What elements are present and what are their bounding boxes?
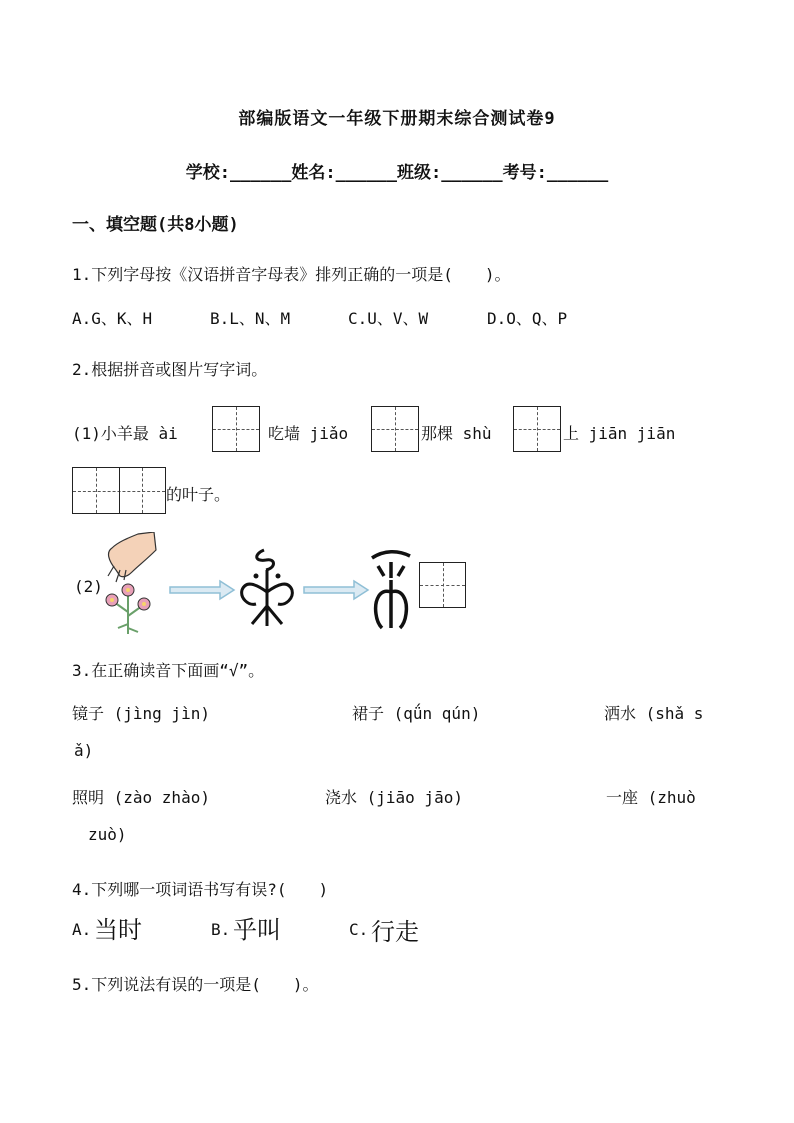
q2-part1-text-4: 上 jiān jiān (563, 424, 676, 443)
section-heading: 一、填空题(共8小题) (72, 215, 239, 235)
q1-option-d: D.O、Q、P (487, 309, 568, 328)
q2-part1-text-2: 吃墙 jiǎo (268, 424, 349, 443)
q4-option-a-word: 当时 (94, 916, 142, 944)
q4-option-b-label: B. (211, 920, 231, 939)
q3-item-3-cont: ǎ) (74, 741, 94, 760)
q3-item-6: 一座 (zhuò (606, 788, 696, 807)
q4-option-a-label: A. (72, 920, 92, 939)
q3-item-3: 洒水 (shǎ s (604, 704, 704, 723)
q1-option-b: B.L、N、M (210, 309, 291, 328)
writing-box-2[interactable] (371, 406, 419, 452)
writing-box-3[interactable] (513, 406, 561, 452)
q3-item-4: 照明 (zào zhào) (72, 788, 210, 807)
writing-box-double[interactable] (72, 467, 166, 514)
q3-item-2: 裙子 (qǘn qún) (352, 704, 481, 723)
writing-box-4[interactable] (419, 562, 466, 608)
q3-item-6-cont: zuò) (88, 825, 127, 844)
question-4: 4.下列哪一项词语书写有误?( ) (72, 880, 329, 899)
hand-picking-flower-image (98, 532, 158, 636)
question-3: 3.在正确读音下面画“√”。 (72, 661, 265, 680)
q2-part2-label: (2) (74, 577, 103, 596)
writing-box-1[interactable] (212, 406, 260, 452)
question-1: 1.下列字母按《汉语拼音字母表》排列正确的一项是( )。 (72, 265, 511, 284)
q2-part1-text-1: (1)小羊最 ài (72, 424, 178, 443)
q1-option-c: C.U、V、W (348, 309, 429, 328)
q4-option-c-label: C. (349, 920, 369, 939)
question-2: 2.根据拼音或图片写字词。 (72, 360, 268, 379)
student-info-line: 学校:______姓名:______班级:______考号:______ (185, 163, 609, 183)
seal-script-glyph-image (366, 548, 416, 630)
oracle-bone-glyph-image (236, 546, 298, 630)
arrow-right-icon (302, 578, 370, 602)
question-5: 5.下列说法有误的一项是( )。 (72, 975, 319, 994)
q1-option-a: A.G、K、H (72, 309, 153, 328)
q3-item-5: 浇水 (jiāo jāo) (325, 788, 463, 807)
page-title: 部编版语文一年级下册期末综合测试卷9 (238, 109, 556, 129)
q4-option-b-word: 乎叫 (233, 916, 281, 944)
arrow-right-icon (168, 578, 236, 602)
q4-option-c-word: 行走 (371, 918, 419, 946)
q2-part1-text-5: 的叶子。 (166, 485, 231, 504)
q3-item-1: 镜子 (jìng jìn) (72, 704, 210, 723)
q2-part1-text-3: 那棵 shù (421, 424, 492, 443)
